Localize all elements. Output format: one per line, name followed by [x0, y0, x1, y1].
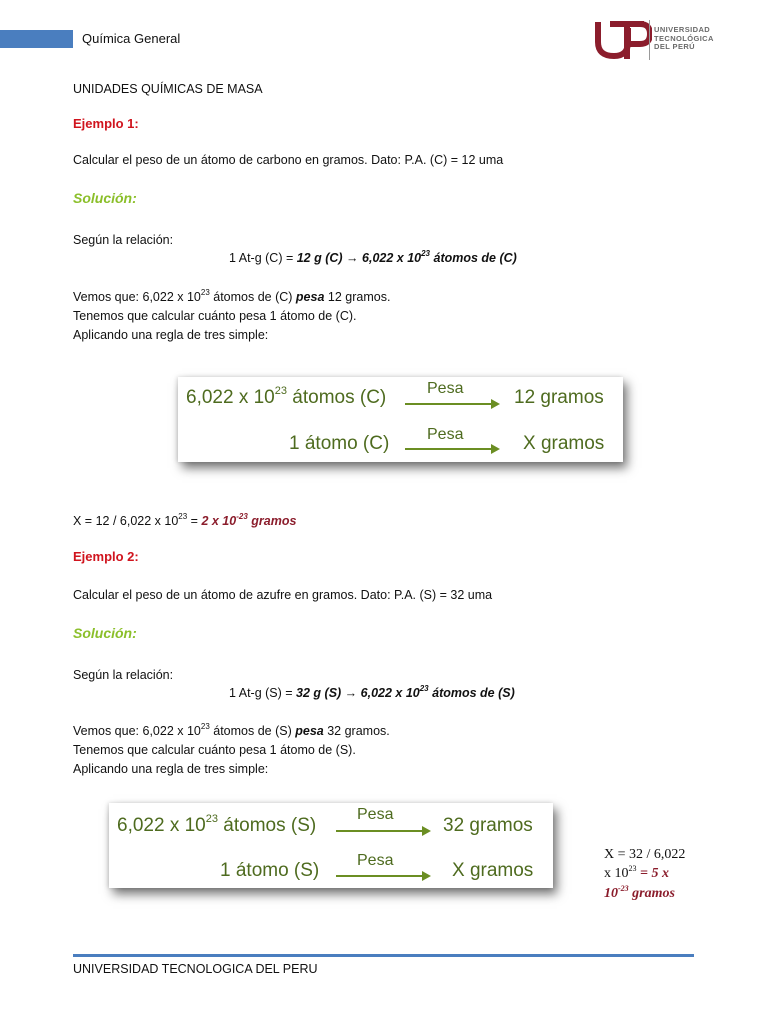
header-accent-bar	[0, 30, 73, 48]
box1-row2-arrow-icon	[405, 448, 491, 450]
example1-line1: Vemos que: 6,022 x $10^{23}$ átomos de (C) pesa 12 gramos.	[73, 288, 391, 304]
arrow-right-icon	[491, 444, 500, 454]
example2-answer-line1: X = 32 / 6,022	[604, 847, 686, 862]
example1-relation-intro: Según la relación:	[73, 233, 174, 247]
example1-statement: Calcular el peso de un átomo de carbono en gramos. Dato: P.A. (C) = 12 uma	[73, 153, 504, 167]
example1-line3: Aplicando una regla de tres simple:	[73, 328, 269, 342]
example2-line3: Aplicando una regla de tres simple:	[73, 762, 269, 776]
example1-rule-of-three-box	[178, 377, 623, 462]
box2-row1-arrow-label: Pesa	[357, 806, 394, 823]
example2-label: Ejemplo 2:	[73, 549, 139, 564]
footer-divider	[73, 954, 694, 957]
example2-relation: 1 At-g (S) = 32 g (S) → 6,022 x $10^{23}$ átomos de (S)	[229, 684, 515, 700]
university-logo	[594, 18, 724, 62]
example2-relation-intro: Según la relación:	[73, 668, 174, 682]
logo-divider	[649, 20, 650, 60]
box1-row1-arrow-label: Pesa	[427, 380, 464, 397]
example2-statement: Calcular el peso de un átomo de azufre en gramos. Dato: P.A. (S) = 32 uma	[73, 588, 493, 602]
box1-row1-arrow-icon	[405, 403, 491, 405]
example2-line1: Vemos que: 6,022 x $10^{23}$ átomos de (S) pesa 32 gramos.	[73, 722, 390, 738]
box1-row2-arrow-label: Pesa	[427, 426, 464, 443]
course-title: Química General	[82, 31, 181, 46]
example2-answer-line3: $10^{-23}$ gramos	[604, 884, 675, 901]
example1-line2: Tenemos que calcular cuánto pesa 1 átomo de (C).	[73, 309, 357, 323]
arrow-right-icon	[491, 399, 500, 409]
box2-row2-arrow-label: Pesa	[357, 852, 394, 869]
example1-answer: X = 12 / 6,022 x $10^{23} = 2$ x $10^{-23}$ gramos	[73, 512, 297, 528]
example1-solution-label: Solución:	[73, 190, 137, 206]
box2-row2-right: X gramos	[452, 860, 534, 881]
example2-line2: Tenemos que calcular cuánto pesa 1 átomo de (S).	[73, 743, 356, 757]
section-title: UNIDADES QUÍMICAS DE MASA	[73, 82, 263, 96]
box1-row2-right: X gramos	[523, 433, 605, 454]
example2-answer-line2: x $10^{23} = 5$ x	[604, 864, 669, 881]
box2-row2-left: 1 átomo (S)	[220, 860, 320, 881]
box1-row2-left: 1 átomo (C)	[289, 433, 390, 454]
example1-label: Ejemplo 1:	[73, 116, 139, 131]
box1-row1-right: 12 gramos	[514, 387, 604, 408]
arrow-right-icon	[422, 871, 431, 881]
box2-row1-arrow-icon	[336, 830, 422, 832]
utp-logo-icon	[594, 18, 652, 62]
logo-text: UNIVERSIDAD TECNOLÓGICA DEL PERÚ	[654, 25, 714, 51]
example2-rule-of-three-box	[109, 803, 553, 888]
footer-text: UNIVERSIDAD TECNOLOGICA DEL PERU	[73, 962, 318, 976]
arrow-right-icon	[422, 826, 431, 836]
box2-row1-left: 6,022 x $10^{23}$ átomos (S)	[117, 813, 317, 836]
box2-row2-arrow-icon	[336, 875, 422, 877]
box2-row1-right: 32 gramos	[443, 815, 533, 836]
example2-solution-label: Solución:	[73, 625, 137, 641]
example1-relation: 1 At-g (C) = 12 g (C) → 6,022 x $10^{23}$ átomos de (C)	[229, 249, 517, 265]
box1-row1-left: 6,022 x $10^{23}$ átomos (C)	[186, 385, 387, 408]
